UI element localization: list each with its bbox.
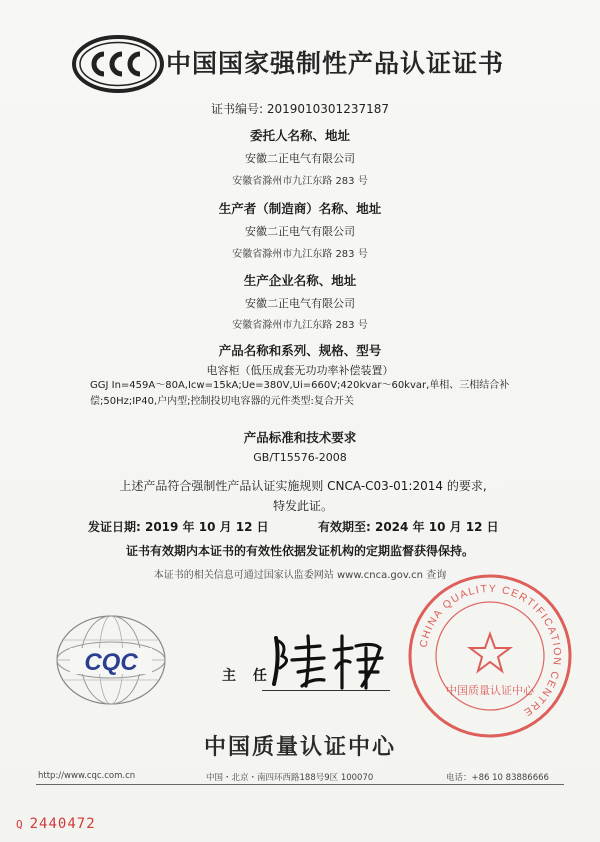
conformity-statement <box>88 476 518 516</box>
director-label: 主 任: <box>222 668 285 684</box>
cqc-globe-logo-icon <box>52 612 170 708</box>
factory-address: 安徽省滁州市九江东路 283 号 <box>232 320 368 331</box>
manufacturer-heading: 生产者（制造商）名称、地址 <box>218 201 382 216</box>
issue-date: 发证日期: 2019 年 10 月 12 日 <box>88 520 269 534</box>
expiry-date: 有效期至: 2024 年 10 月 12 日 <box>318 520 499 534</box>
certificate-number: 证书编号: 2019010301237187 <box>210 102 389 116</box>
svg-text:中国质量认证中心: 中国质量认证中心 <box>446 684 534 697</box>
serial-value: 2440472 <box>29 816 96 832</box>
conformity-line-1: 上述产品符合强制性产品认证实施规则 CNCA-C03-01:2014 的要求, <box>119 479 487 493</box>
product-specification <box>90 378 520 410</box>
svg-text:CHINA QUALITY CERTIFICATION CE: CHINA QUALITY CERTIFICATION CENTRE <box>417 582 564 719</box>
issuer-phone: 电话：+86 10 83886666 <box>446 773 549 783</box>
issuing-organization: 中国质量认证中心 <box>203 735 396 760</box>
serial-number <box>16 816 96 832</box>
applicant-address: 安徽省滁州市九江东路 283 号 <box>232 176 368 187</box>
ccc-mark-icon <box>70 33 166 95</box>
standard-value: GB/T15576-2008 <box>253 451 347 464</box>
info-note: 本证书的相关信息可通过国家认监委网站 www.cnca.gov.cn 查询 <box>153 570 447 581</box>
standard-heading: 产品标准和技术要求 <box>243 430 357 445</box>
issuer-website: http://www.cqc.com.cn <box>38 771 136 781</box>
footer-divider <box>36 784 564 785</box>
validity-note: 证书有效期内本证书的有效性依据发证机构的定期监督获得保持。 <box>125 544 474 558</box>
applicant-name: 安徽二正电气有限公司 <box>245 152 355 165</box>
conformity-line-2: 特发此证。 <box>272 499 333 513</box>
manufacturer-name: 安徽二正电气有限公司 <box>245 225 355 238</box>
product-name: 电容柜（低压成套无功功率补偿装置） <box>206 364 394 377</box>
product-spec-line-1: GGJ In=459A～80A,Icw=15kA;Ue=380V,Ui=660V;420kvar～60kvar,单相、三相结合补 <box>90 380 510 391</box>
red-round-seal-icon <box>404 570 576 742</box>
svg-text:CQC: CQC <box>84 649 138 676</box>
director-signature-icon <box>262 628 392 694</box>
factory-heading: 生产企业名称、地址 <box>243 273 357 288</box>
manufacturer-address: 安徽省滁州市九江东路 283 号 <box>232 249 368 260</box>
applicant-heading: 委托人名称、地址 <box>249 128 350 143</box>
issuer-address: 中国・北京・南四环西路188号9区 100070 <box>206 773 374 783</box>
product-spec-line-2: 偿;50Hz;IP40,户内型;控制投切电容器的元件类型:复合开关 <box>90 396 354 407</box>
signature-line <box>262 690 390 691</box>
serial-prefix: Q <box>16 818 24 831</box>
certificate-title: 中国国家强制性产品认证证书 <box>166 49 505 78</box>
product-heading: 产品名称和系列、规格、型号 <box>218 343 382 358</box>
factory-name: 安徽二正电气有限公司 <box>245 297 355 310</box>
